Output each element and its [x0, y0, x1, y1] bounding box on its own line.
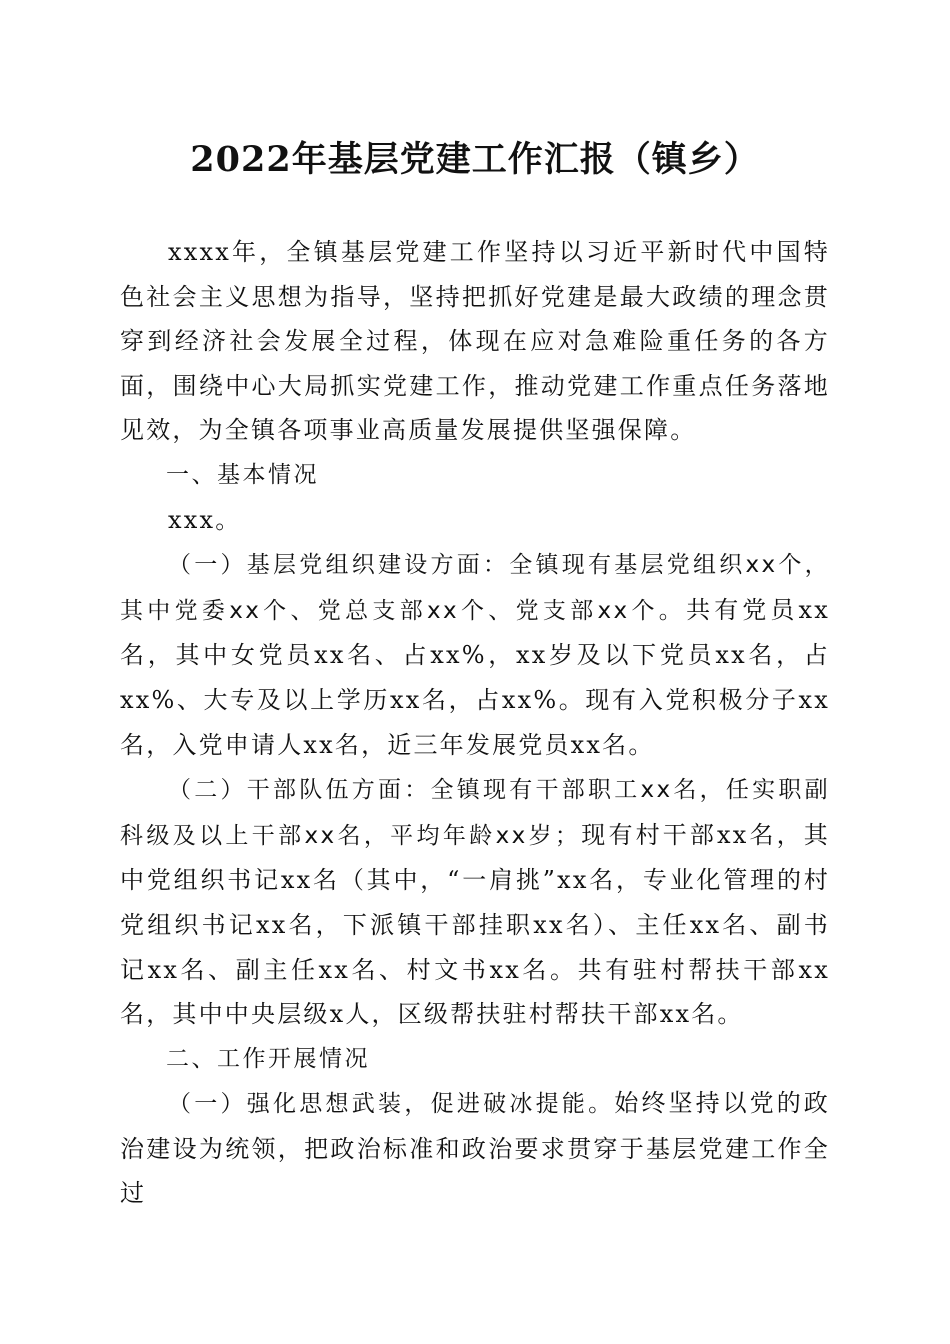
placeholder-text: xxx。: [168, 505, 242, 534]
document-body: [120, 230, 830, 1216]
cadre-team-text: 现有村干部xx名，其中党组织书记xx名（其中，“一肩挑”xx名，专业化管理的村党组织书记xx名，下派镇干部挂职xx名）、主任xx名、副书记xx名、副主任xx名、村文书xx名。共有驻村帮扶干部xx名，其中中央层级x人，区级帮扶驻村帮扶干部xx名。: [120, 820, 830, 1029]
party-organization-paragraph: [120, 542, 830, 767]
ideological-arming-text: 始终坚持以党的政治建设为统领，把政治标准和政治要求贯穿于基层党建工作全过: [120, 1089, 830, 1208]
cadre-team-lead: （二）干部队伍方面：全镇现有干部职工xx名，任实职副科级及以上干部xx名，平均年龄xx岁；: [120, 777, 830, 849]
party-organization-text: 共有党员xx名，其中女党员xx名、占xx%，xx岁及以下党员xx名，占xx%、大专及以上学历xx名，占xx%。现有入党积极分子xx名，入党申请人xx名，近三年发展党员xx名。: [120, 595, 830, 759]
document-title: 2022年基层党建工作汇报（镇乡）: [190, 139, 760, 180]
intro-paragraph: [120, 230, 830, 453]
section-heading-basic-situation: 一、基本情况: [166, 461, 319, 488]
intro-text: xxxx年，全镇基层党建工作坚持以习近平新时代中国特色社会主义思想为指导，坚持把抓好党建是最大政绩的理念贯穿到经济社会发展全过程，体现在应对急难险重任务的各方面，围绕中心大局抓实党建工作，推动党建工作重点任务落地见效，为全镇各项事业高质量发展提供坚强保障。: [120, 238, 830, 445]
cadre-team-paragraph: [120, 767, 830, 1037]
section-heading-work-progress: 二、工作开展情况: [166, 1045, 370, 1072]
party-organization-lead: （一）基层党组织建设方面：全镇现有基层党组织xx个，其中党委xx个、党总支部xx个、党支部xx个。: [120, 552, 830, 624]
basic-situation-placeholder: [120, 498, 830, 543]
ideological-arming-lead: （一）强化思想武装，促进破冰提能。: [168, 1091, 615, 1118]
ideological-arming-paragraph: [120, 1081, 830, 1216]
